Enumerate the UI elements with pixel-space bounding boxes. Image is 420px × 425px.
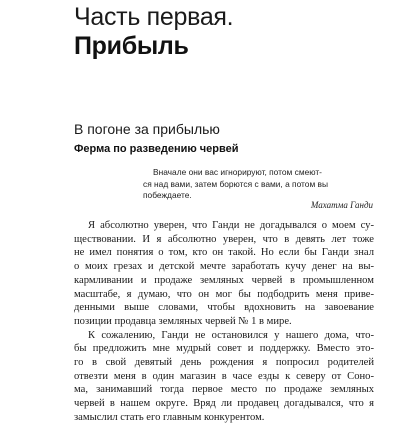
section-title: Ферма по разведению червей [74,143,239,155]
epigraph-line: побеждаете. [143,190,192,200]
body-line: масштабе, я думаю, что он мог бы подбодрить меня приве- [74,288,374,300]
body-line: го в свой девятый день рождения я попросил родителей [74,357,374,369]
epigraph-line: Вначале они вас игнорируют, потом смеют- [153,167,322,177]
body-line: червей в нашем округе. Вряд ли продавец догадывался, что я [74,398,374,410]
body-line: позиции продавца земляных червей № 1 в мире. [74,315,292,327]
body-line: К сожалению, Ганди не остановился у нашего дома, что- [88,329,374,341]
body-line: денными выше словами, чтобы вдохновить на завоевание [74,302,374,314]
part-title: Прибыль [74,32,189,60]
body-text [74,219,374,425]
epigraph-line: ся над вами, затем борются с вами, а потом вы [143,178,329,189]
epigraph [143,167,373,202]
body-line: не имел понятия о том, кто он такой. Но если бы Ганди знал [74,247,374,259]
body-line: замыслил стать его главным конкурентом. [74,411,265,423]
body-line: ма, занимавший тогда первое место по продаже земляных [74,384,374,396]
body-line: ществовании. И я абсолютно уверен, что в девять лет тоже [74,233,374,245]
body-line: Я абсолютно уверен, что Ганди не догадывался о моем су- [88,220,374,231]
body-line: кармливании и продаже земляных червей в промышленном [74,274,374,286]
body-line: бы предложить мне мудрый совет и поддержку. Вместо это- [74,343,374,355]
epigraph-attribution: Махатма Ганди [310,200,373,210]
part-label: Часть первая. [74,3,234,31]
body-line: о моих грезах и детской мечте заработать кучу денег на вы- [74,261,374,273]
chapter-title: В погоне за прибылью [74,121,220,137]
body-line: отвезти меня в один магазин в часе езды к северу от Соно- [74,370,374,382]
